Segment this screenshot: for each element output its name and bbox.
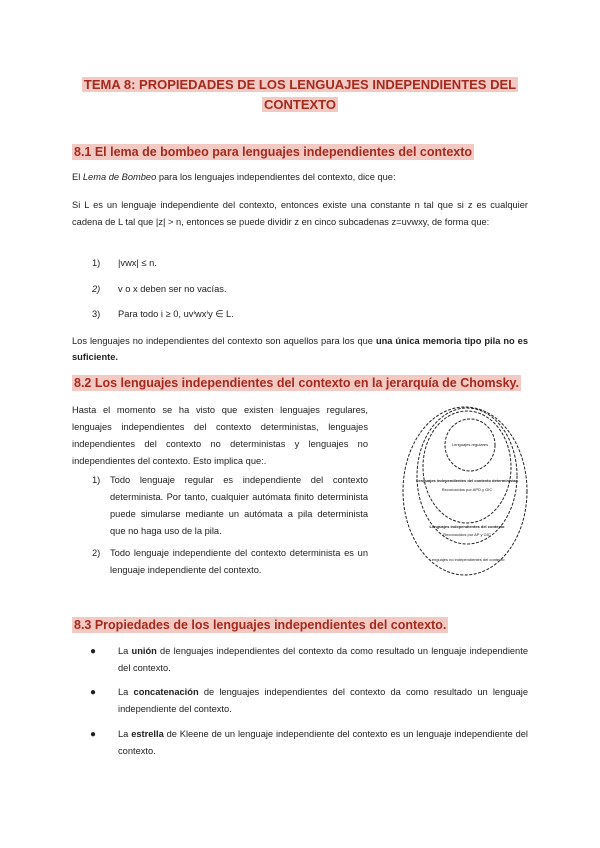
- diagram-label-outer: Lenguajes no independientes del contexto: [429, 557, 505, 562]
- bullet-icon: ●: [90, 646, 97, 657]
- chomsky-hierarchy-diagram: [400, 404, 560, 579]
- lemma-statement: Si L es un lenguaje independiente del contexto, entonces existe una constante n tal que si z es cualquier cadena de L tal que |z| > n, entonces se puede dividir z en cinco subcadenas z=uvwxy, de forma que:: [72, 200, 528, 227]
- lemma-item: 1) |vwx| ≤ n.: [92, 258, 157, 268]
- bullet-icon: ●: [90, 687, 97, 698]
- bullet-icon: ●: [90, 729, 97, 740]
- property-item: ● La concatenación de lenguajes independientes del contexto da como resultado un lenguaje independiente del contexto.: [90, 684, 528, 718]
- section-heading-8-2: 8.2 Los lenguajes independientes del contexto en la jerarquía de Chomsky.: [74, 376, 520, 390]
- diagram-label-regular: Lenguajes regulares: [451, 442, 489, 447]
- diagram-note-lic: Reconocidos por AP y GIC: [443, 532, 491, 537]
- section-heading-8-1: 8.1 El lema de bombeo para lenguajes independientes del contexto: [74, 145, 473, 159]
- section1-intro: El Lema de Bombeo para los lenguajes independientes del contexto, dice que:: [72, 172, 396, 182]
- section2-intro: Hasta el momento se ha visto que existen lenguajes regulares, lenguajes independientes del contexto deterministas, lenguajes independientes del contexto no deterministas y lenguajes no independientes del contexto. Esto implica que:.: [72, 405, 368, 466]
- section1-closing: Los lenguajes no independientes del contexto son aquellos para los que una única memoria tipo pila no es suficiente.: [72, 336, 529, 362]
- hierarchy-item: 2) Todo lenguaje independiente del contexto determinista es un lenguaje independiente del contexto.: [92, 548, 368, 575]
- diagram-note-lic-det: Reconocidos por APD y GIC: [441, 487, 493, 492]
- lic-det-ellipse: [423, 411, 511, 523]
- hierarchy-item: 1) Todo lenguaje regular es independiente del contexto determinista. Por tanto, cualquier autómata finito determinista puede simularse mediante un autómata a pila determinista que no haga uso de la pila.: [92, 475, 368, 536]
- section-heading-8-3: 8.3 Propiedades de los lenguajes independientes del contexto.: [74, 618, 447, 632]
- diagram-label-lic: Lenguajes independientes del contexto: [429, 524, 505, 529]
- lemma-item: 2) v o x deben ser no vacías.: [92, 284, 227, 294]
- document-title: TEMA 8: PROPIEDADES DE LOS LENGUAJES INDEPENDIENTES DEL CONTEXTO: [83, 77, 517, 112]
- lemma-item: 3) Para todo i ≥ 0, uvⁱwxⁱy ∈ L.: [92, 309, 234, 319]
- property-item: ● La unión de lenguajes independientes del contexto da como resultado un lenguaje independiente del contexto.: [90, 643, 528, 677]
- diagram-label-lic-det: Lenguajes independientes del contexto deterministas: [415, 478, 519, 483]
- property-item: ● La estrella de Kleene de un lenguaje independiente del contexto es un lenguaje independiente del contexto.: [90, 726, 528, 760]
